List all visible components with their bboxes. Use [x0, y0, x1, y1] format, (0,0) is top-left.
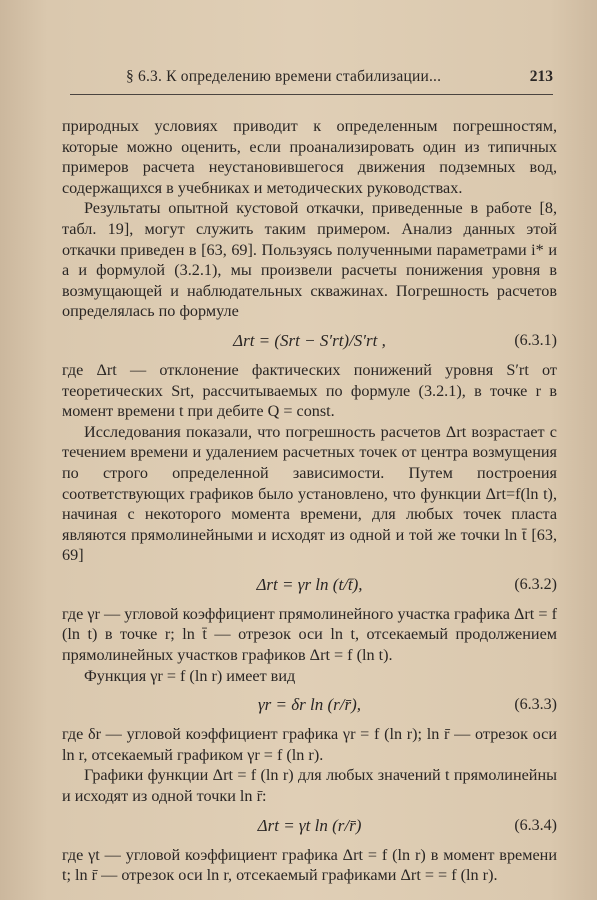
equation-formula: Δrt = γr ln (t/t̄),: [256, 574, 363, 594]
equation-formula: Δrt = γt ln (r/r̄): [257, 815, 362, 835]
equation-formula: Δrt = (Srt − S′rt)/S′rt ,: [233, 330, 386, 350]
page-number: 213: [529, 68, 553, 85]
section-title: § 6.3. К определению времени стабилизации...: [126, 68, 442, 85]
running-header: [70, 68, 553, 95]
equation-number: (6.3.3): [514, 696, 557, 714]
paragraph-4: Исследования показали, что погрешность расчетов Δrt возрастает с течением времени и удалением расчетных точек от центра возмущения по строго определенной зависимости. Путем построения соответствующих графиков было установлено, что функции Δrt=f(ln t), начиная с некоторого момента времени, для любых точек пласта являются прямолинейными и исходят из одной и той же точки ln t̄ [63, 69]: [62, 422, 557, 565]
paragraph-3: где Δrt — отклонение фактических понижений уровня S′rt от теоретических Srt, рассчитываемых по формуле (3.2.1), в точке r в момент времени t при дебите Q = const.: [62, 360, 557, 421]
equation-6-3-4: [62, 807, 557, 845]
paragraph-1: природных условиях приводит к определенным погрешностям, которые можно оценить, если проанализировать один из типичных примеров расчета неустановившегося движения подземных вод, содержащихся в учебниках и методических руководствах.: [62, 117, 557, 197]
paragraph-7: где δr — угловой коэффициент графика γr = f (ln r); ln r̄ — отрезок оси ln r, отсекаемый графиком γr = f (ln r).: [62, 725, 557, 764]
paragraph-2: Результаты опытной кустовой откачки, приведенные в работе [8, табл. 19], могут служить таким примером. Анализ данных этой откачки приведен в [63, 69]. Пользуясь полученными параметрами i* и a и формулой (3.2.1), мы произвели расчеты понижения уровня в возмущающей и наблюдательных скважинах. Погрешность расчетов определялась по формуле: [62, 199, 557, 321]
equation-6-3-2: [62, 566, 557, 604]
equation-6-3-1: [62, 322, 557, 360]
paragraph-5: где γr — угловой коэффициент прямолинейного участка графика Δrt = f (ln t) в точке r; ln t̄ — отрезок оси ln t, отсекаемый продолжением прямолинейных участков графиков Δrt = f (ln t).: [62, 604, 557, 665]
equation-6-3-3: [62, 686, 557, 724]
equation-formula: γr = δr ln (r/r̄),: [257, 695, 362, 715]
equation-number: (6.3.2): [514, 575, 557, 593]
paragraph-9: где γt — угловой коэффициент графика Δrt = f (ln r) в момент времени t; ln r̄ — отрезок оси ln r, отсекаемый графиками Δrt = = f (ln r).: [62, 845, 557, 885]
paragraph-8: Графики функции Δrt = f (ln r) для любых значений t прямолинейны и исходят из одной точки ln r̄:: [62, 766, 557, 806]
equation-number: (6.3.4): [514, 816, 557, 834]
paragraph-6: Функция γr = f (ln r) имеет вид: [84, 666, 296, 685]
equation-number: (6.3.1): [514, 331, 557, 349]
page-body: [62, 116, 557, 886]
